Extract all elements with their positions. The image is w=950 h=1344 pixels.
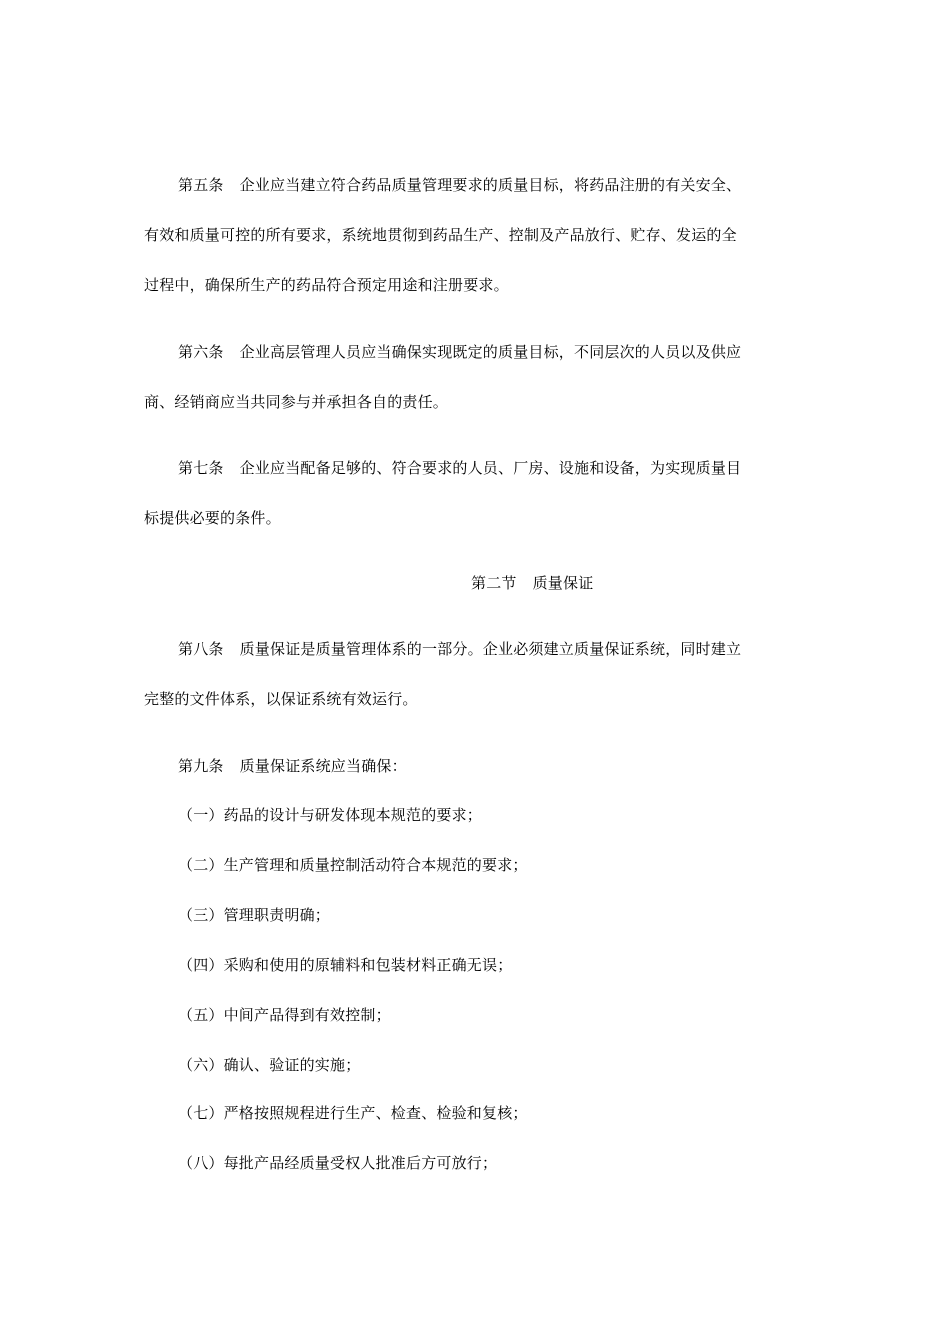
article-7-line-1: [178, 458, 741, 478]
list-item: （二）生产管理和质量控制活动符合本规范的要求；: [178, 856, 528, 874]
article-5-line-3: 过程中，确保所生产的药品符合预定用途和注册要求。: [144, 276, 509, 294]
article-5-text-1: 企业应当建立符合药品质量管理要求的质量目标，将药品注册的有关安全、: [239, 176, 742, 194]
list-item: （七）严格按照规程进行生产、检查、检验和复核；: [178, 1104, 528, 1122]
section-title: 质量保证: [532, 574, 594, 592]
article-8-line-1: [178, 639, 741, 659]
article-7-line-2: 标提供必要的条件。: [144, 509, 281, 527]
article-8-number: 第八条: [178, 640, 224, 658]
article-7-number: 第七条: [178, 459, 224, 477]
article-9-number: 第九条: [178, 757, 224, 775]
list-item: （三）管理职责明确；: [178, 906, 331, 924]
article-7-text-1: 企业应当配备足够的、符合要求的人员、厂房、设施和设备，为实现质量目: [239, 459, 742, 477]
list-item: （一）药品的设计与研发体现本规范的要求；: [178, 806, 483, 824]
list-item: （四）采购和使用的原辅料和包装材料正确无误；: [178, 956, 513, 974]
article-6-line-2: 商、经销商应当共同参与并承担各自的责任。: [144, 393, 449, 411]
list-item: （五）中间产品得到有效控制；: [178, 1006, 391, 1024]
article-8-text-1: 质量保证是质量管理体系的一部分。企业必须建立质量保证系统，同时建立: [239, 640, 742, 658]
list-item: （六）确认、验证的实施；: [178, 1056, 361, 1074]
article-9-text-1: 质量保证系统应当确保：: [239, 757, 407, 775]
article-9-line-1: [178, 756, 407, 776]
article-6-line-1: [178, 342, 741, 362]
article-8-line-2: 完整的文件体系，以保证系统有效运行。: [144, 690, 418, 708]
article-6-text-1: 企业高层管理人员应当确保实现既定的质量目标，不同层次的人员以及供应: [239, 343, 742, 361]
section-number: 第二节: [471, 574, 517, 592]
article-5-line-1: [178, 175, 741, 195]
article-6-number: 第六条: [178, 343, 224, 361]
section-heading: [471, 573, 593, 593]
list-item: （八）每批产品经质量受权人批准后方可放行；: [178, 1154, 498, 1172]
article-5-number: 第五条: [178, 176, 224, 194]
article-5-line-2: 有效和质量可控的所有要求，系统地贯彻到药品生产、控制及产品放行、贮存、发运的全: [144, 226, 737, 244]
